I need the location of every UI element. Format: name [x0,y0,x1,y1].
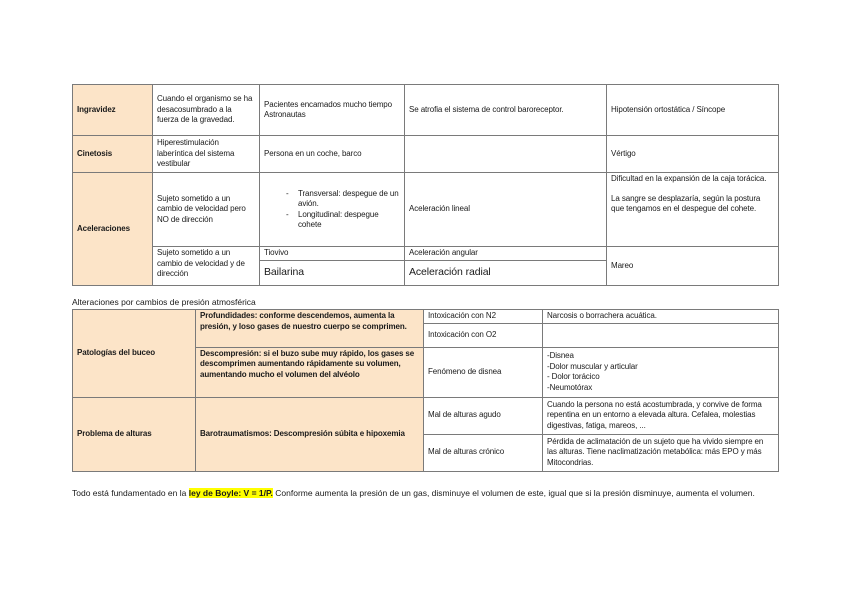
cell-effect: Mareo [607,247,779,286]
cell-mechanism: Se atrofia el sistema de control baroreceptor. [405,85,607,136]
table-row [73,247,779,261]
cell-effect: Cuando la persona no está acostumbrada, y convive de forma repentina en un entorno a elevada altura. Cefalea, molestias digestivas, fatiga, mareos, ... [543,397,779,434]
cell-effect: Pérdida de aclimatación de un sujeto que ha vivido siempre en las alturas. Tiene naclimatización metabólica: más EPO y más Mitocondrias. [543,434,779,471]
cell-effect: Hipotensión ortostática / Síncope [607,85,779,136]
cell-description: Descompresión: si el buzo sube muy rápido, los gases se descomprimen aumentando rápidamente su volumen, aumentando mucho el volumen del alvéolo [196,347,424,397]
list-item: -Disnea [547,351,574,360]
cell-effect: Narcosis o borrachera acuática. [543,310,779,324]
bullet-item: - Longitudinal: despegue cohete [286,210,400,231]
cell-cause: Sujeto sometido a un cambio de velocidad pero NO de dirección [153,173,260,247]
cell-examples [260,85,405,136]
footer-text: Todo está fundamentado en la [72,488,189,498]
table-presion [72,309,779,472]
cell-description: Profundidades: conforme descendemos, aumenta la presión, y loso gases de nuestro cuerpo se comprimen. [196,310,424,348]
row-label-cinetosis: Cinetosis [73,136,153,173]
effect-paragraph: Dificultad en la expansión de la caja torácica. [611,174,767,183]
cell-cause: Cuando el organismo se ha desacosumbrado a la fuerza de la gravedad. [153,85,260,136]
cell-examples [260,173,405,247]
list-item: - Dolor torácico [547,372,600,381]
row-label-ingravidez: Ingravidez [73,85,153,136]
footer-text: Conforme aumenta la presión de un gas, disminuye el volumen de este, igual que si la presión disminuye, aumenta el volumen. [272,488,755,498]
bullet-list [264,189,400,231]
cell-condition: Mal de alturas crónico [424,434,543,471]
cell-mechanism [405,136,607,173]
cell-examples: Persona en un coche, barco [260,136,405,173]
cell-mechanism: Aceleración angular [405,247,607,261]
cell-effect: Vértigo [607,136,779,173]
cell-condition: Fenómeno de disnea [424,347,543,397]
cell-effect [543,323,779,347]
cell-examples: Tiovivo [260,247,405,261]
cell-condition: Intoxicación con N2 [424,310,543,324]
effect-paragraph: La sangre se desplazaría, según la postura que tengamos en el despegue del cohete. [611,193,761,213]
footer-paragraph [72,487,782,500]
cell-effect [543,347,779,397]
cell-condition: Intoxicación con O2 [424,323,543,347]
row-label-alturas: Problema de alturas [73,397,196,471]
cell-mechanism: Aceleración lineal [405,173,607,247]
bullet-item: - Transversal: despegue de un avión. [286,189,400,210]
cell-description: Barotraumatismos: Descompresión súbita e hipoxemia [196,397,424,471]
list-item: -Neumotórax [547,382,593,392]
cell-effect [607,173,779,247]
row-label-buceo: Patologías del buceo [73,310,196,398]
table-row [73,397,779,434]
cell-mechanism: Aceleración radial [405,260,607,285]
table-row [73,173,779,247]
table-row [73,136,779,173]
table-row [73,310,779,324]
section-caption: Alteraciones por cambios de presión atmosférica [72,297,256,307]
table-row [73,85,779,136]
example-line: Pacientes encamados mucho tiempo [264,99,392,109]
boyle-law-highlight: ley de Boyle: V = 1/P. [188,488,273,498]
cell-examples: Bailarina [260,260,405,285]
row-label-aceleraciones: Aceleraciones [73,173,153,286]
list-item: -Dolor muscular y articular [547,361,638,371]
cell-cause: Sujeto sometido a un cambio de velocidad y de dirección [153,247,260,286]
table-aceleraciones [72,84,779,286]
example-line: Astronautas [264,110,306,119]
cell-cause: Hiperestimulación laberíntica del sistema vestibular [153,136,260,173]
cell-condition: Mal de alturas agudo [424,397,543,434]
